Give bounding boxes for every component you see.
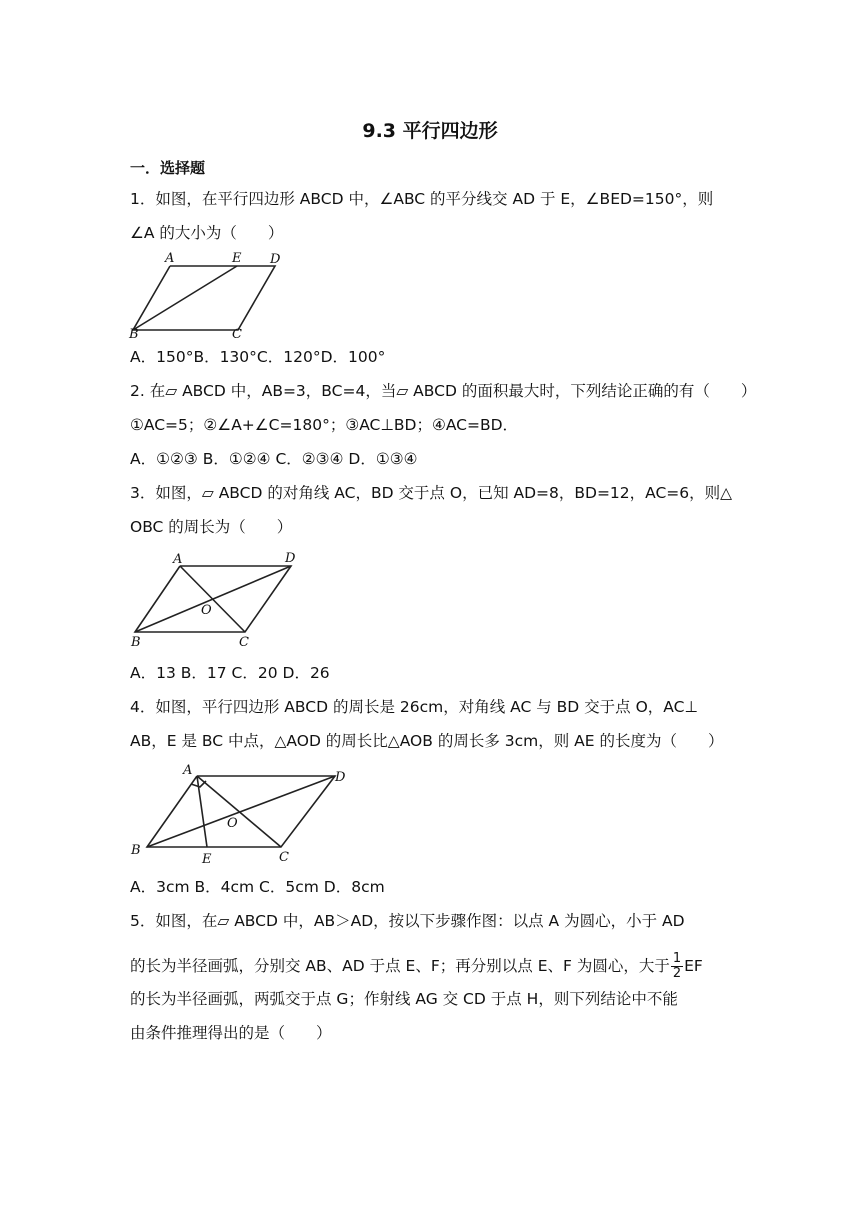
- q1-label-c: C: [232, 327, 242, 342]
- q4-figure: [125, 760, 350, 868]
- q4-stem-line1: 4．如图，平行四边形 ABCD 的周长是 26cm，对角线 AC 与 BD 交于点 O，AC⊥: [130, 698, 698, 716]
- q2-stem-line2: ①AC=5；②∠A+∠C=180°；③AC⊥BD；④AC=BD．: [130, 416, 519, 434]
- q3-options: A．13 B．17 C．20 D．26: [130, 664, 330, 682]
- q3-stem-line2: OBC 的周长为（ ）: [130, 518, 293, 536]
- q5-fraction-half: [671, 952, 683, 981]
- q5-stem-line2-text: 的长为半径画弧，分别交 AB、AD 于点 E、F；再分别以点 E、F 为圆心，大于: [130, 957, 670, 975]
- q2-options: A．①②③ B．①②④ C．②③④ D．①③④: [130, 450, 418, 468]
- q2-stem-line1: 2. 在▱ ABCD 中，AB=3，BC=4，当▱ ABCD 的面积最大时，下列结论正确的有（ ）: [130, 382, 757, 400]
- q3-figure: [125, 548, 305, 652]
- q3-label-b: B: [131, 635, 141, 650]
- q5-stem-line2-ef: EF: [684, 957, 703, 975]
- q1-bisector-be: [133, 266, 237, 330]
- q4-label-e: E: [202, 852, 212, 867]
- q1-label-b: B: [129, 327, 139, 342]
- q4-label-a: A: [183, 763, 193, 778]
- q1-label-d: D: [270, 252, 281, 267]
- q4-label-b: B: [131, 843, 141, 858]
- q4-label-o: O: [227, 816, 238, 831]
- q5-stem-line1: 5．如图，在▱ ABCD 中，AB＞AD，按以下步骤作图：以点 A 为圆心，小于 AD: [130, 912, 685, 930]
- q5-fraction-numerator: 1: [672, 951, 682, 966]
- q1-label-e: E: [232, 251, 242, 266]
- q1-label-a: A: [165, 251, 175, 266]
- q5-fraction-denominator: 2: [672, 966, 682, 981]
- q5-stem-line4: 由条件推理得出的是（ ）: [130, 1024, 332, 1042]
- q5-stem-line2: [130, 952, 703, 981]
- q5-stem-line3: 的长为半径画弧，两弧交于点 G；作射线 AG 交 CD 于点 H，则下列结论中不能: [130, 990, 678, 1008]
- q1-stem-line2: ∠A 的大小为（ ）: [130, 224, 284, 242]
- q1-stem-line1: 1．如图，在平行四边形 ABCD 中，∠ABC 的平分线交 AD 于 E，∠BED=150°，则: [130, 190, 714, 208]
- q3-label-c: C: [239, 635, 249, 650]
- q4-options: A．3cm B．4cm C．5cm D．8cm: [130, 878, 385, 896]
- q1-options: A．150°B．130°C．120°D．100°: [130, 348, 386, 366]
- page-title: 9.3 平行四边形: [362, 120, 498, 142]
- q1-parallelogram: [133, 266, 275, 330]
- q3-stem-line1: 3．如图，▱ ABCD 的对角线 AC，BD 交于点 O，已知 AD=8，BD=12，AC=6，则△: [130, 484, 733, 502]
- q3-label-d: D: [285, 551, 296, 566]
- q4-label-d: D: [335, 770, 346, 785]
- q4-stem-line2: AB，E 是 BC 中点，△AOD 的周长比△AOB 的周长多 3cm，则 AE 的长度为（ ）: [130, 732, 724, 750]
- q4-diagonal-bd: [147, 776, 335, 847]
- q1-figure: [125, 250, 285, 342]
- section-heading: 一．选择题: [130, 159, 206, 177]
- q3-label-o: O: [201, 603, 212, 618]
- q4-label-c: C: [279, 850, 289, 865]
- q3-label-a: A: [173, 552, 183, 567]
